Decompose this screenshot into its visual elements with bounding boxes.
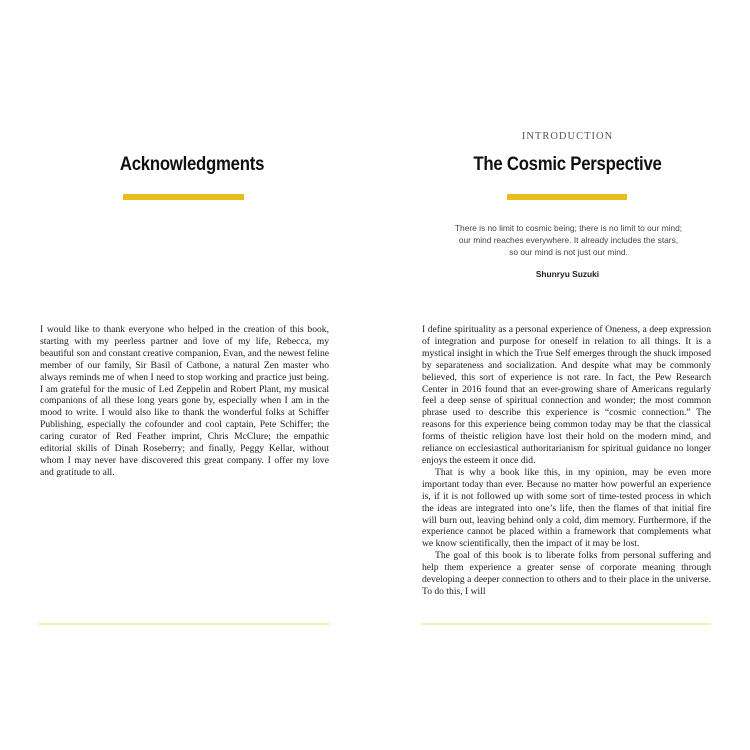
right-footer-rule bbox=[421, 623, 711, 625]
introduction-paragraph-2: That is why a book like this, in my opinion, may be even more important today than ever. Because no matter how powerful an experience is, if it is not followed up with some sort of time-tested process in which the ideas are integrated into one’s life, then the flames of that initial fire will burn out, leaving behind only a cold, dim memory. Furthermore, if the experience cannot be placed within a framework that complements what we know scientifically, then the impact of it may be lost. bbox=[422, 466, 711, 550]
chapter-kicker: INTRODUCTION bbox=[521, 131, 614, 142]
epigraph-line-3: so our mind is not just our mind. bbox=[509, 247, 628, 257]
left-footer-rule bbox=[39, 623, 329, 625]
epigraph-line-2: our mind reaches everywhere. It already includes the stars, bbox=[458, 235, 679, 245]
epigraph-line-1: There is no limit to cosmic being; there is no limit to our mind; bbox=[454, 223, 683, 233]
left-accent-bar bbox=[123, 194, 244, 200]
introduction-body bbox=[422, 324, 711, 598]
epigraph-attribution: Shunryu Suzuki bbox=[535, 269, 600, 279]
epigraph-quote bbox=[415, 222, 722, 258]
introduction-paragraph-3: The goal of this book is to liberate folks from personal suffering and help them experience a greater sense of corporate meaning through developing a deeper connection to others and to their place in the universe. To do this, I will bbox=[422, 550, 711, 597]
acknowledgments-body bbox=[40, 324, 329, 479]
right-accent-bar bbox=[507, 194, 627, 200]
right-page bbox=[375, 0, 750, 750]
introduction-paragraph-1: I define spirituality as a personal experience of Oneness, a deep expression of integration and purpose for oneself in relation to all things. It is a mystical insight in which the True Self emerges through the shuck imposed by separateness and socialization. And despite what may be commonly believed, this sort of experience is not rare. In fact, the Pew Research Center in 2016 found that an ever-growing share of Americans regularly feel a deep sense of spiritual connection and wonder; the most common phrase used to describe this experience is “cosmic connection.” The reasons for this experience being common today may be that the classical forms of theistic religion have lost their hold on the modern mind, and reliance on ecclesiastical authoritarianism for spiritual guidance no longer enjoys the esteem it once did. bbox=[422, 324, 711, 466]
acknowledgments-heading: Acknowledgments bbox=[119, 153, 265, 175]
introduction-heading: The Cosmic Perspective bbox=[473, 153, 662, 175]
acknowledgments-paragraph: I would like to thank everyone who helped in the creation of this book, starting with my peerless partner and love of my life, Rebecca, my beautiful son and constant creative companion, Evan, and the newest feline member of our family, Sir Basil of Catbone, a natural Zen master who always reminds me of when I need to stop working and practice just being. I am grateful for the music of Led Zeppelin and Robert Plant, my musical companions of all these long years gone by, especially when I am in the mood to write. I would also like to thank the wonderful folks at Schiffer Publishing, especially the cofounder and cool captain, Pete Schiffer; the caring curator of Red Feather imprint, Chris McClure; the empathic editorial skills of Dinah Roseberry; and finally, Peggy Kellar, without whom I may never have discovered this great company. I offer my love and gratitude to all. bbox=[40, 324, 329, 478]
